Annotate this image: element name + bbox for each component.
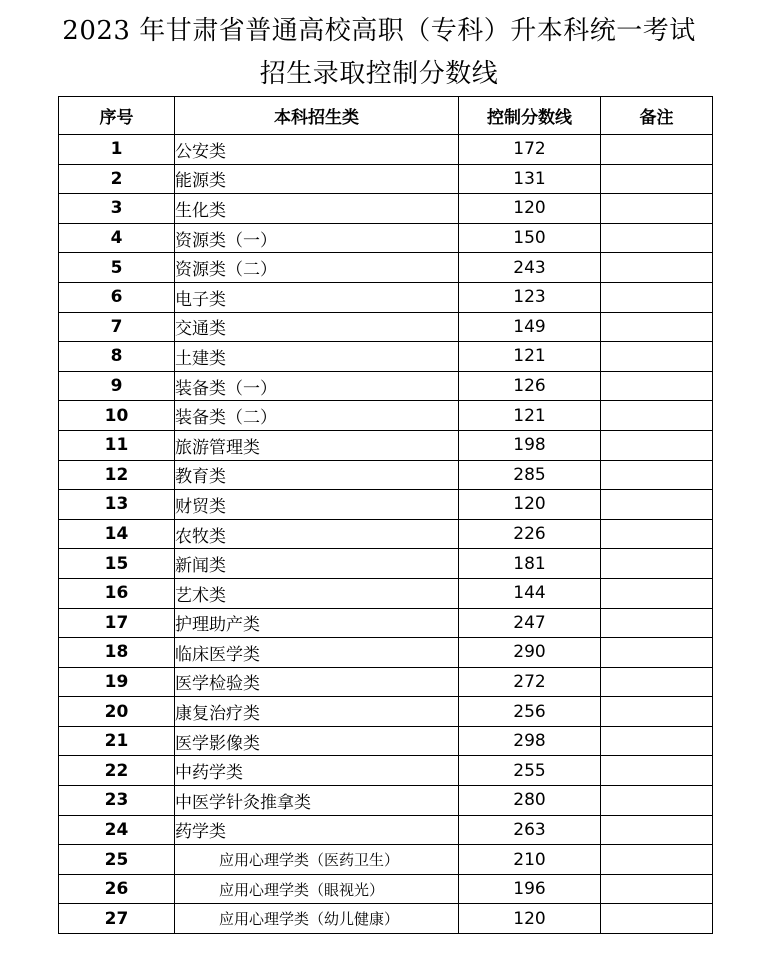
table-row: [59, 490, 713, 520]
table-row: [59, 815, 713, 845]
table-row: [59, 371, 713, 401]
row-note: [601, 342, 713, 372]
row-category: 资源类（一）: [175, 223, 459, 253]
row-no: 16: [59, 578, 175, 608]
document-title-line-1: 2023 年甘肃省普通高校高职（专科）升本科统一考试: [62, 16, 696, 46]
row-no: 6: [59, 282, 175, 312]
document-title-line-2: 招生录取控制分数线: [259, 59, 499, 89]
row-no: 7: [59, 312, 175, 342]
table-row: [59, 342, 713, 372]
row-note: [601, 638, 713, 668]
score-table: [58, 96, 713, 934]
table-row: [59, 194, 713, 224]
row-note: [601, 401, 713, 431]
row-category: 中医学针灸推拿类: [175, 786, 459, 816]
row-note: [601, 371, 713, 401]
row-no: 9: [59, 371, 175, 401]
row-score: 298: [459, 726, 601, 756]
row-category: 土建类: [175, 342, 459, 372]
row-no: 8: [59, 342, 175, 372]
table-row: [59, 786, 713, 816]
row-note: [601, 608, 713, 638]
row-score: 144: [459, 578, 601, 608]
row-category: 电子类: [175, 282, 459, 312]
row-score: 131: [459, 164, 601, 194]
row-category: 公安类: [175, 135, 459, 165]
row-score: 243: [459, 253, 601, 283]
row-category: 农牧类: [175, 519, 459, 549]
row-no: 2: [59, 164, 175, 194]
row-score: 226: [459, 519, 601, 549]
row-category: 教育类: [175, 460, 459, 490]
row-category: 应用心理学类（幼儿健康）: [175, 904, 459, 934]
row-category: 临床医学类: [175, 638, 459, 668]
row-no: 20: [59, 697, 175, 727]
row-score: 198: [459, 430, 601, 460]
row-category: 医学检验类: [175, 667, 459, 697]
row-note: [601, 786, 713, 816]
row-no: 15: [59, 549, 175, 579]
row-score: 181: [459, 549, 601, 579]
table-row: [59, 667, 713, 697]
row-no: 26: [59, 874, 175, 904]
row-score: 290: [459, 638, 601, 668]
row-note: [601, 253, 713, 283]
row-score: 121: [459, 401, 601, 431]
table-row: [59, 549, 713, 579]
row-score: 120: [459, 904, 601, 934]
row-score: 247: [459, 608, 601, 638]
row-score: 285: [459, 460, 601, 490]
row-category: 康复治疗类: [175, 697, 459, 727]
row-note: [601, 194, 713, 224]
header-score: 控制分数线: [459, 97, 601, 135]
row-category: 应用心理学类（医药卫生）: [175, 845, 459, 875]
row-score: 149: [459, 312, 601, 342]
row-note: [601, 312, 713, 342]
row-note: [601, 756, 713, 786]
row-no: 11: [59, 430, 175, 460]
table-row: [59, 164, 713, 194]
row-note: [601, 667, 713, 697]
row-category: 护理助产类: [175, 608, 459, 638]
row-score: 272: [459, 667, 601, 697]
row-note: [601, 282, 713, 312]
row-score: 210: [459, 845, 601, 875]
row-no: 17: [59, 608, 175, 638]
table-row: [59, 223, 713, 253]
row-no: 13: [59, 490, 175, 520]
row-category: 旅游管理类: [175, 430, 459, 460]
row-note: [601, 578, 713, 608]
row-no: 18: [59, 638, 175, 668]
row-score: 263: [459, 815, 601, 845]
row-no: 3: [59, 194, 175, 224]
table-row: [59, 608, 713, 638]
row-score: 256: [459, 697, 601, 727]
row-score: 126: [459, 371, 601, 401]
row-no: 21: [59, 726, 175, 756]
table-row: [59, 845, 713, 875]
row-score: 121: [459, 342, 601, 372]
table-row: [59, 282, 713, 312]
row-no: 1: [59, 135, 175, 165]
row-no: 14: [59, 519, 175, 549]
row-no: 4: [59, 223, 175, 253]
row-category: 艺术类: [175, 578, 459, 608]
row-score: 123: [459, 282, 601, 312]
row-no: 23: [59, 786, 175, 816]
row-category: 药学类: [175, 815, 459, 845]
row-category: 医学影像类: [175, 726, 459, 756]
row-category: 生化类: [175, 194, 459, 224]
table-row: [59, 135, 713, 165]
row-note: [601, 874, 713, 904]
row-category: 财贸类: [175, 490, 459, 520]
row-note: [601, 135, 713, 165]
row-category: 装备类（一）: [175, 371, 459, 401]
header-no: 序号: [59, 97, 175, 135]
row-note: [601, 223, 713, 253]
row-category: 新闻类: [175, 549, 459, 579]
row-no: 22: [59, 756, 175, 786]
table-header-row: [59, 97, 713, 135]
table-row: [59, 638, 713, 668]
row-no: 24: [59, 815, 175, 845]
row-category: 装备类（二）: [175, 401, 459, 431]
row-category: 交通类: [175, 312, 459, 342]
row-category: 中药学类: [175, 756, 459, 786]
table-row: [59, 460, 713, 490]
row-no: 10: [59, 401, 175, 431]
table-row: [59, 904, 713, 934]
table-row: [59, 874, 713, 904]
table-row: [59, 697, 713, 727]
row-note: [601, 430, 713, 460]
table-row: [59, 578, 713, 608]
row-category: 应用心理学类（眼视光）: [175, 874, 459, 904]
header-category: 本科招生类: [175, 97, 459, 135]
row-no: 27: [59, 904, 175, 934]
table-row: [59, 401, 713, 431]
row-no: 19: [59, 667, 175, 697]
table-row: [59, 312, 713, 342]
row-category: 能源类: [175, 164, 459, 194]
row-note: [601, 815, 713, 845]
row-score: 120: [459, 194, 601, 224]
row-no: 25: [59, 845, 175, 875]
row-score: 120: [459, 490, 601, 520]
row-note: [601, 904, 713, 934]
table-row: [59, 756, 713, 786]
row-score: 196: [459, 874, 601, 904]
table-row: [59, 726, 713, 756]
table-row: [59, 253, 713, 283]
table-row: [59, 519, 713, 549]
row-note: [601, 726, 713, 756]
row-note: [601, 164, 713, 194]
row-score: 150: [459, 223, 601, 253]
row-note: [601, 519, 713, 549]
row-note: [601, 697, 713, 727]
table-body: [59, 135, 713, 934]
row-score: 280: [459, 786, 601, 816]
row-note: [601, 549, 713, 579]
row-category: 资源类（二）: [175, 253, 459, 283]
row-note: [601, 460, 713, 490]
header-note: 备注: [601, 97, 713, 135]
row-no: 12: [59, 460, 175, 490]
row-note: [601, 490, 713, 520]
row-no: 5: [59, 253, 175, 283]
row-note: [601, 845, 713, 875]
row-score: 255: [459, 756, 601, 786]
row-score: 172: [459, 135, 601, 165]
table-row: [59, 430, 713, 460]
